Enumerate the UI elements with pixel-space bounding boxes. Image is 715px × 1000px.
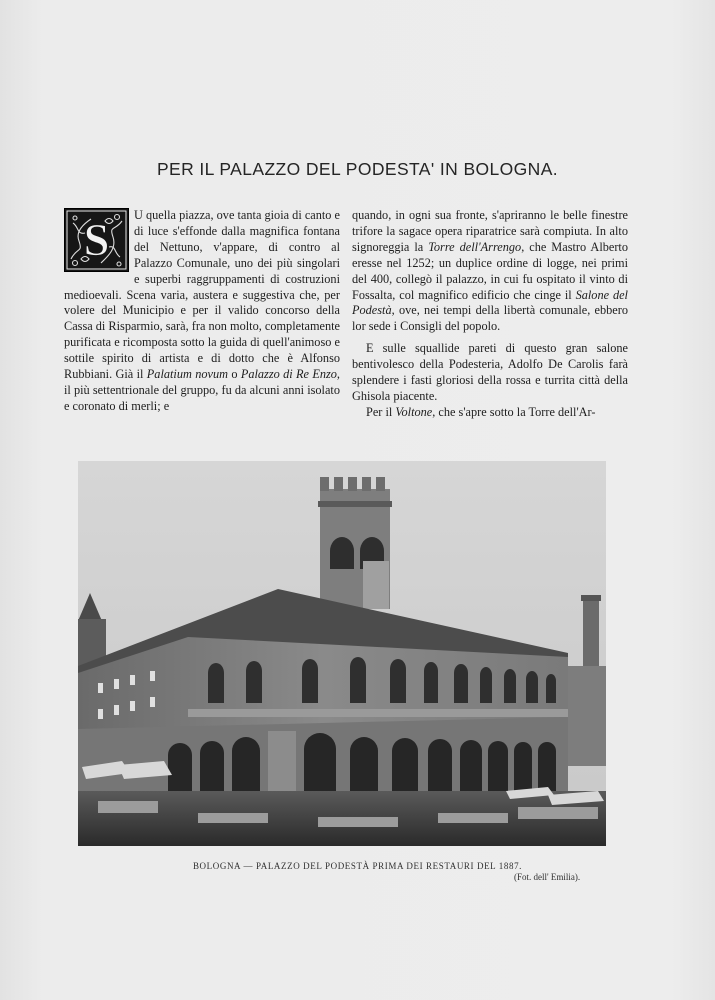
paragraph-text: Per il: [366, 404, 396, 419]
photo-credit: (Fot. dell' Emilia).: [514, 872, 581, 882]
figure-caption: BOLOGNA — PALAZZO DEL PODESTÀ PRIMA DEI RESTAURI DEL 1887.: [192, 861, 523, 871]
paragraph-text: , che s'apre sotto la Torre dell'Ar-: [432, 404, 596, 419]
svg-text:S: S: [83, 214, 110, 265]
article-title: PER IL PALAZZO DEL PODESTA' IN BOLOGNA.: [156, 159, 559, 179]
paragraph-1-text: o: [228, 367, 241, 382]
paragraph-text: , che Mastro Alberto eresse nel 1252; un duplice ordine di logge, nei primi del 400, collegò il palazzo, in cui fu ospitato il vinto di Fossalta, col magnifico edificio che cinge il: [352, 239, 628, 302]
paragraph-text: quando, in ogni sua fronte, s'apriranno le belle finestre trifore la sagace opera riparatrice sarà compiuta. In alto signoreggia la: [352, 208, 628, 254]
left-column: [64, 208, 340, 415]
palazzo-photograph: [78, 461, 606, 846]
right-column: [352, 208, 628, 421]
paragraph-1-text: U quella piazza, ove tanta gioia di canto e di luce s'effonde dalla magnifica fontana del Nettuno, v'appare, di contro al Palazzo Comunale, uno dei più singolari e superbi raggruppamenti di costruzioni medioevali. Scena varia, austera e suggestiva che, per volere del Municipio e per il valido concorso della Cassa di Risparmio, sarà, fra non molto, completamente purificata e ricomposta sotto la guida di quell'animoso e sottile spirito di artista e di dotto che è Alfonso Rubbiani. Già il: [64, 208, 340, 382]
palazzo-illustration: [78, 461, 606, 846]
italic-term: Palatium novum: [146, 367, 228, 382]
italic-term: Salone del Podestà: [352, 287, 628, 318]
italic-term: Voltone: [395, 404, 433, 419]
paragraph-1: [64, 208, 340, 415]
paragraph-4: [352, 405, 628, 421]
paragraph-3: E sulle squallide pareti di questo gran salone bentivolesco della Podesteria, Adolfo De Carolis farà splendere i fasti gloriosi della rossa e turrita città della Ghisola piacente.: [352, 341, 628, 403]
italic-term: Palazzo di Re Enzo: [240, 367, 337, 382]
paragraph-text: , ove, nei tempi della libertà comunale, ebbero lor sede i Consigli del popolo.: [352, 303, 628, 334]
italic-term: Torre dell'Arrengo: [428, 239, 522, 254]
paragraph-1-text: , il più settentrionale del gruppo, fu da alcuni anni isolato e coronato di merli; e: [64, 367, 340, 413]
dropcap-ornament-icon: [64, 208, 129, 272]
paragraph-2: [352, 208, 628, 335]
